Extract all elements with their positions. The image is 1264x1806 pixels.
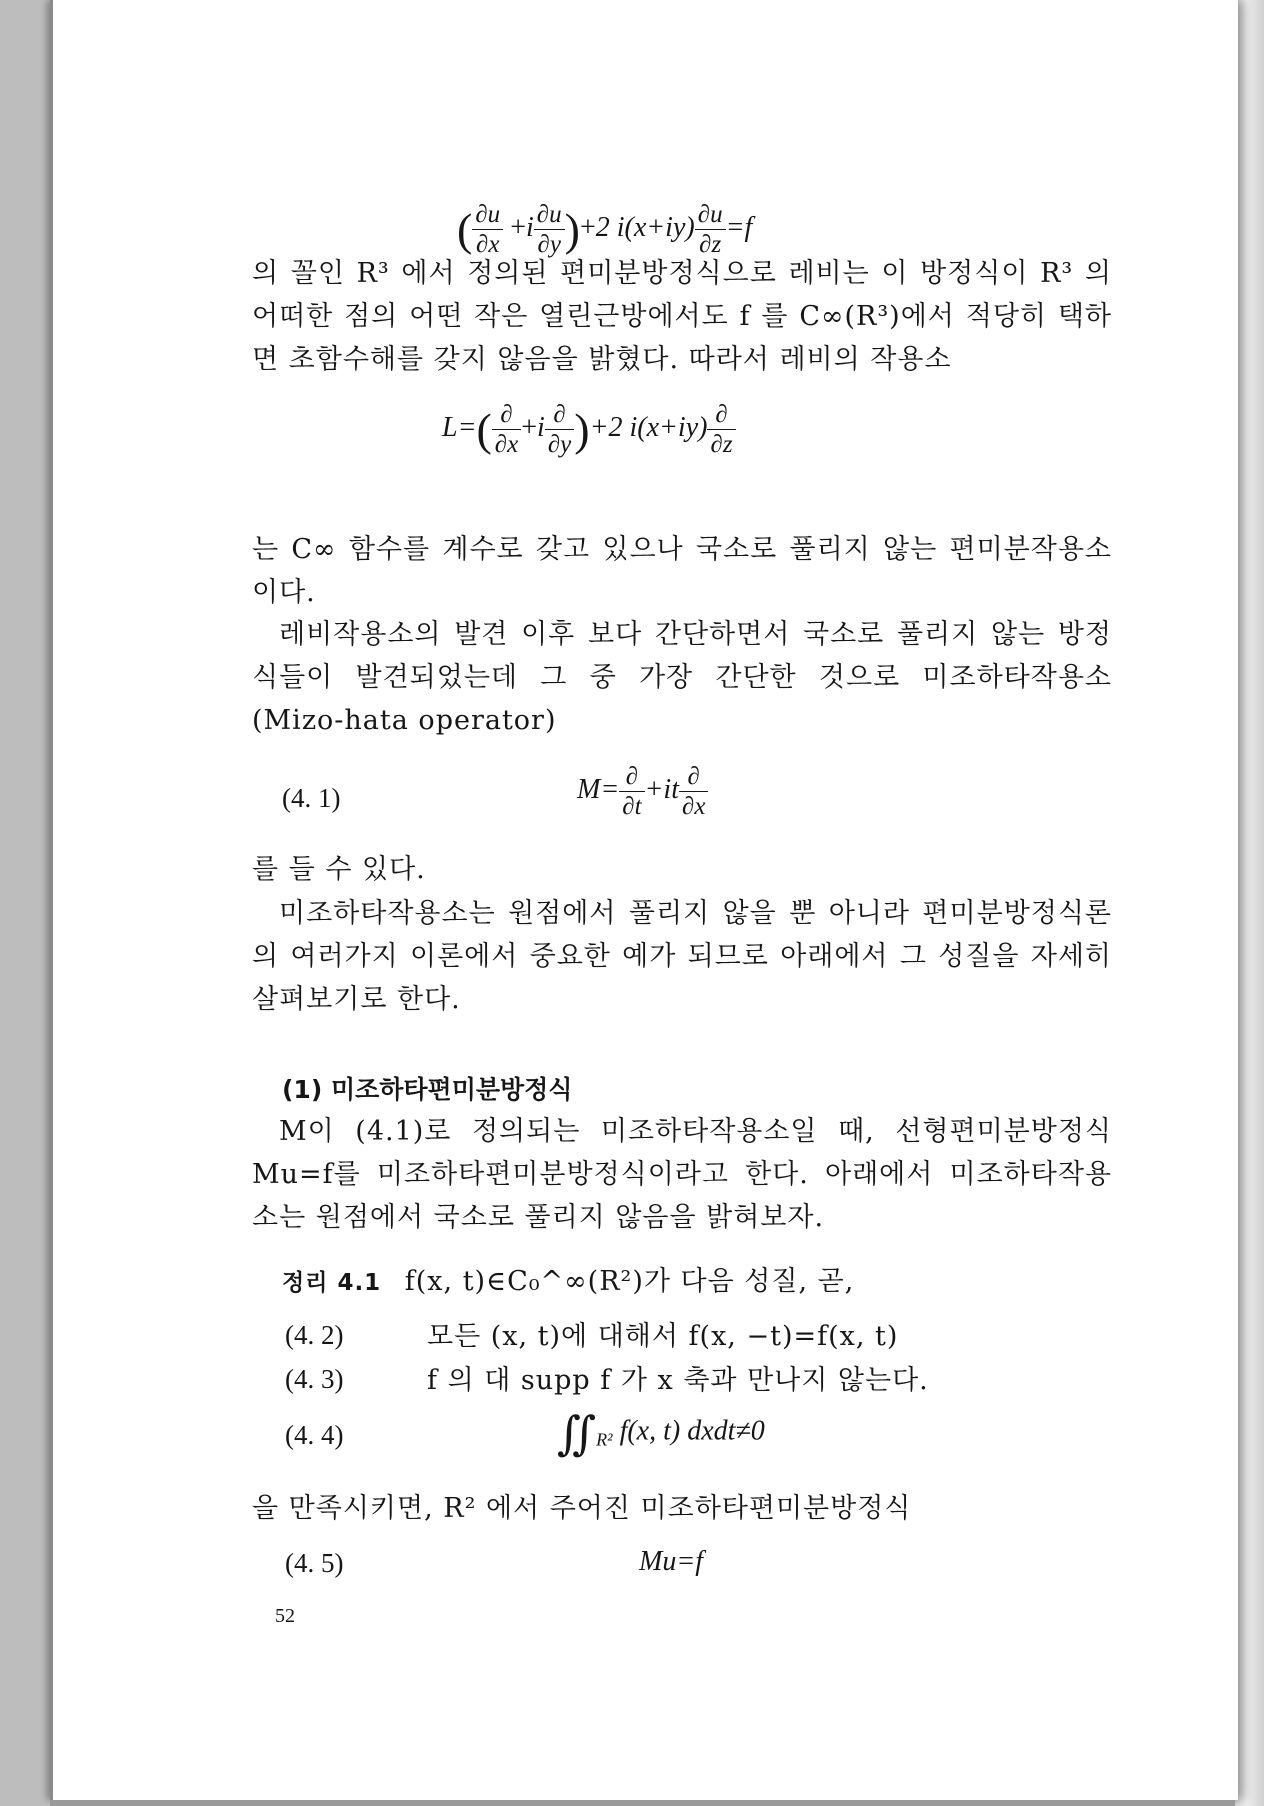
equation-top-lhs: 2 i(x+iy) xyxy=(595,211,695,243)
condition-number-4-4: (4. 4) xyxy=(285,1420,344,1450)
equation-4-5: Mu=f xyxy=(639,1546,703,1577)
page-number: 52 xyxy=(275,1605,295,1627)
paragraph-3: 레비작용소의 발견 이후 보다 간단하면서 국소로 풀리지 않는 방정식들이 발견되었는데 그 중 가장 간단한 것으로 미조하타작용소(Mizo-hata operator) xyxy=(252,619,1112,736)
book-edge xyxy=(1235,0,1264,1806)
condition-number-4-3: (4. 3) xyxy=(285,1364,344,1394)
equation-number-4-1: (4. 1) xyxy=(282,783,341,813)
equation-4-1-lhs: M= xyxy=(577,773,620,805)
condition-4-2: 모든 (x, t)에 대해서 f(x, −t)=f(x, t) xyxy=(427,1321,899,1352)
paragraph-7: 을 만족시키면, R² 에서 주어진 미조하타편미분방정식 xyxy=(252,1493,912,1524)
theorem-line xyxy=(282,1260,1112,1305)
section-heading: (1) 미조하타편미분방정식 xyxy=(282,1075,573,1104)
equation-top-rhs: =f xyxy=(725,211,753,243)
theorem-text: f(x, t)∈C₀^∞(R²)가 다음 성질, 곧, xyxy=(404,1266,855,1297)
equation-L-middle: +2 i(x+iy) xyxy=(589,411,708,443)
double-integral-icon: ∬ xyxy=(557,1408,597,1459)
paragraph-5: 미조하타작용소는 원점에서 풀리지 않을 뿐 아니라 편미분방정식론의 여러가지 이론에서 중요한 예가 되므로 아래에서 그 성질을 자세히 살펴보기로 한다. xyxy=(252,898,1112,1015)
equation-L-lhs: L= xyxy=(442,411,477,443)
condition-4-4: $∬_{R^2}$ f(x, t) dxdt≠0 xyxy=(557,1408,765,1459)
equation-L: L=( $\frac{\partial}{\partial x}$ +i $\frac{\partial}{\partial y}$ )+2 i(x+iy) $\frac{\partial}{\partial z}$ xyxy=(442,400,736,459)
condition-number-4-2: (4. 2) xyxy=(285,1320,344,1350)
equation-4-1-mid: +it xyxy=(644,773,679,805)
theorem-label: 정리 4.1 xyxy=(282,1270,382,1296)
paragraph-2: 는 C∞ 함수를 계수로 갖고 있으나 국소로 풀리지 않는 편미분작용소이다. xyxy=(252,534,1112,608)
equation-number-4-5: (4. 5) xyxy=(285,1548,344,1578)
equation-4-1: M= $\frac{\partial}{\partial t}$ +it $\frac{\partial}{\partial x}$ xyxy=(577,762,708,821)
page-bottom-edge xyxy=(50,1800,1235,1806)
condition-4-4-text: f(x, t) dxdt≠0 xyxy=(619,1415,765,1447)
paragraph-4: 를 들 수 있다. xyxy=(252,854,426,885)
condition-4-3: f 의 대 supp f 가 x 축과 만나지 않는다. xyxy=(427,1365,929,1396)
equation-top: ( $\frac{\partial u}{\partial x}$ +i $\frac{\partial u}{\partial y}$ )+2 i(x+iy) $\frac{\partial u}{\partial z}$ =f xyxy=(457,201,753,258)
paragraph-6: M이 (4.1)로 정의되는 미조하타작용소일 때, 선형편미분방정식 Mu=f를 미조하타편미분방정식이라고 한다. 아래에서 미조하타작용소는 원점에서 국소로 풀리지 않음을 밝혀보자. xyxy=(252,1116,1112,1233)
paragraph-1: 의 꼴인 R³ 에서 정의된 편미분방정식으로 레비는 이 방정식이 R³ 의 어떠한 점의 어떤 작은 열린근방에서도 f 를 C∞(R³)에서 적당히 택하면 초함수해를 갖지 않음을 밝혔다. 따라서 레비의 작용소 xyxy=(252,258,1112,375)
